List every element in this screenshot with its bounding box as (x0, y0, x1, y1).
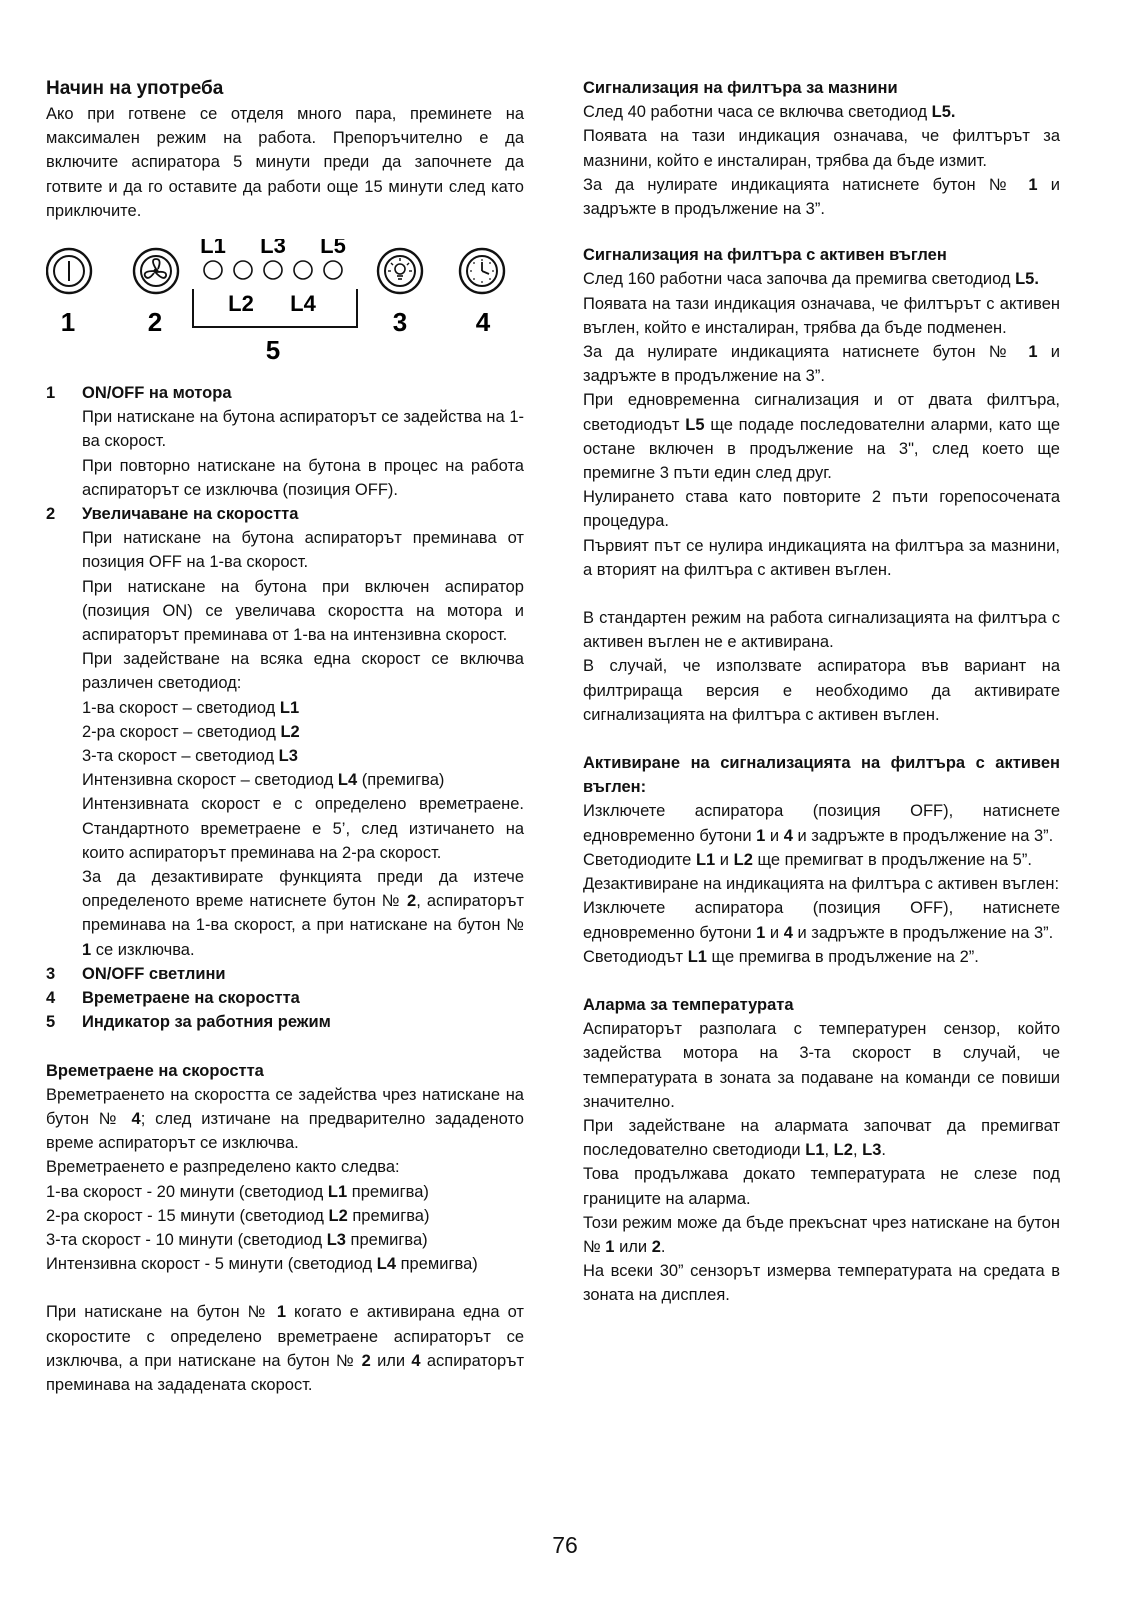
light-button-icon (378, 249, 422, 293)
button-number-1: 1 (60, 307, 76, 338)
timer-line: Интензивна скорост - 5 минути (светодиод L4 премигва) (46, 1255, 478, 1274)
button-number-4: 4 (475, 307, 491, 338)
item-2-heading: 2 Увеличаване на скоростта (46, 505, 299, 524)
intro-paragraph: Ако при готвене се отделя много пара, преминете на максимален режим на работа. Препоръчително е да включите аспиратора 5 минути преди да започнете да готвите и да го оставите да работи още 15 минути след като приключите. (46, 105, 524, 220)
fan-button-icon (134, 249, 178, 293)
page-number: 76 (552, 1532, 578, 1558)
speed-line: Интензивна скорост – светодиод L4 (премигва) (82, 771, 445, 790)
right-column: Сигнализация на филтъра за мазнини След 40 работни часа се включва светодиод L5. Появата на тази индикация означава, че филтърът за мазнини, който е инсталиран, трябва да бъде измит. За да нулирате индикацията натиснете бутон № 1 и задръжте в продължение на 3”. Сигнализация на филтъра с активен въглен След 160 работни часа започва да премигва светодиод L5. Появата на тази индикация означава, че филтърът с активен въглен, който е инсталиран, трябва да бъде подменен. За да нулирате индикацията натиснете бутон № 1 и задръжте в продължение на 3”. При едновременна сигнализация и от двата филтъра, светодиодът L5 ще подаде последователни аларми, като ще остане включен в продължение на 3", след което ще премигне 3 пъти един след друг. Нулирането става като повторите 2 пъти горепосочената процедура. Първият път се нулира индикацията на филтъра за мазнини, а вторият на филтъра с активен въглен. В стандартен режим на работа сигнализацията на филтъра с активен въглен не е активирана. В случай, че използвате аспиратора във вариант на филтрираща версия е необходимо да активирате сигнализацията на филтъра с активен въглен. Активиране на сигнализацията на филтъра с активен въглен: Изключете аспиратора (позиция OFF), натиснете едновременно бутони 1 и 4 и задръжте в продължение на 3”. Светодиодите L1 и L2 ще премигват в продължение на 5”. Дезактивиране на индикацията на филтъра с активен въглен: Изключете аспиратора (позиция OFF), натиснете едновременно бутони 1 и 4 и задръжте в продължение на 3”. Светодиодът L1 ще премигва в продължение на 2”. Аларма за температурата Аспираторът разполага с температурен сензор, който задейства мотора на 3-та скорост в случай, че температурата в зоната за подаване на команди се повиши значително. При задействане на алармата започват да премигват последователно светодиоди L1, L2, L3. Това продължава докато температурата не слезе под границите на аларма. Този режим може да бъде прекъснат чрез натискане на бутон № 1 или 2. На всеки 30” сензорът измерва температурата на средата в зоната на дисплея. (583, 76, 1060, 1308)
led-label-l4: L4 (290, 291, 316, 317)
control-panel-diagram (46, 239, 516, 367)
button-number-2: 2 (147, 307, 163, 338)
section-title: Начин на употреба (46, 78, 224, 99)
led-label-l1: L1 (200, 239, 226, 259)
timer-line: 1-ва скорост - 20 минути (светодиод L1 премигва) (46, 1182, 429, 1201)
item-1-heading: 1 ON/OFF на мотора (46, 384, 232, 403)
timer-line: 2-ра скорост - 15 минути (светодиод L2 премигва) (46, 1206, 430, 1225)
item-4-heading: 4 Времетраене на скоростта (46, 989, 300, 1008)
speed-line: 3-та скорост – светодиод L3 (82, 747, 298, 766)
item-1-body: При натискане на бутона аспираторът се задейства на 1-ва скорост. При повторно натискане на бутона в процес на работа аспираторът се изключва (позиция OFF). (82, 408, 524, 499)
speed-line: 1-ва скорост – светодиод L1 (82, 698, 300, 717)
timer-cancel-paragraph: При натискане на бутон № 1 когато е активирана една от скоростите с определено времетраене аспираторът се изключва, а при натискане на бутон № 2 или 4 аспираторът преминава на зададената скорост. (46, 1303, 525, 1394)
button-number-3: 3 (392, 307, 408, 338)
carbon-filter-heading: Сигнализация на филтъра с активен въглен (583, 246, 947, 265)
timer-heading: Времетраене на скоростта (46, 1061, 264, 1080)
left-column: Начин на употреба Ако при готвене се отделя много пара, преминете на максимален режим на работа. Препоръчително е да включите аспиратора 5 минути преди да започнете да готвите и да го оставите да работи още 15 минути след като приключите. L1 L3 L5 L2 L4 1 2 3 4 5 1 ON/OFF на мотора При натискане на бутона аспираторът се задейства на 1-ва скорост. При повторно натискане на бутона в процес на работа аспираторът се изключва (позиция OFF). 2 Увеличаване на скоростта При натискане на бутона аспираторът преминава от позиция OFF на 1-ва скорост. При натискане на бутона при включен аспиратор (позиция ON) се увеличава скоростта на мотора и аспираторът преминава от 1-ва на интензивна скорост. При задействане на всяка една скорост се включва различен светодиод: 1-ва скорост – светодиод L1 2-ра скорост – светодиод L2 3-та скорост – светодиод L3 Интензивна скорост – светодиод L4 (премигва) Интензивната скорост е с определено времетраене. Стандартното времетраене е 5’, след изтичането на които аспираторът преминава на 2-ра скорост. За да дезактивирате функцията преди да изтече определеното време натиснете бутон № 2, аспираторът преминава на 1-ва скорост, а при натискане на бутон № 1 се изключва. 3 ON/OFF светлини 4 Времетраене на скоростта 5 Индикатор за работния режим Времетраене на скоростта Времетраенето на скоростта се задейства чрез натискане на бутон № 4; след изтичане на предварително зададеното време аспираторът се изключва. Времетраенето е разпределено както следва: 1-ва скорост - 20 минути (светодиод L1 премигва) 2-ра скорост - 15 минути (светодиод L2 премигва) 3-та скорост - 10 минути (светодиод L3 премигва) Интензивна скорост - 5 минути (светодиод L4 премигва) При натискане на бутон № 1 когато е активирана една от скоростите с определено времетраене аспираторът се изключва, а при натискане на бутон № 2 или 4 аспираторът преминава на зададената скорост. (46, 76, 524, 1397)
temperature-alarm-heading: Аларма за температурата (583, 995, 794, 1014)
grease-filter-heading: Сигнализация на филтъра за мазнини (583, 79, 898, 97)
activate-carbon-heading: Активиране на сигнализацията на филтъра с активен въглен: (583, 754, 1060, 797)
timer-line: 3-та скорост - 10 минути (светодиод L3 премигва) (46, 1230, 428, 1249)
speed-line: 2-ра скорост – светодиод L2 (82, 722, 300, 741)
deactivate-paragraph: За да дезактивирате функцията преди да изтече определеното време натиснете бутон № 2, аспираторът преминава на 1-ва скорост, а при натискане на бутон № 1 се изключва. (82, 868, 524, 959)
timer-button-icon (460, 249, 504, 293)
item-2-body: При натискане на бутона аспираторът преминава от позиция OFF на 1-ва скорост. При натискане на бутона при включен аспиратор (позиция ON) се увеличава скоростта на мотора и аспираторът преминава от 1-ва на интензивна скорост. При задействане на всяка една скорост се включва различен светодиод: 1-ва скорост – светодиод L1 2-ра скорост – светодиод L2 3-та скорост – светодиод L3 Интензивна скорост – светодиод L4 (премигва) Интензивната скорост е с определено времетраене. Стандартното времетраене е 5’, след изтичането на които аспираторът преминава на 2-ра скорост. За да дезактивирате функцията преди да изтече определеното време натиснете бутон № 2, аспираторът преминава на 1-ва скорост, а при натискане на бутон № 1 се изключва. (46, 526, 524, 962)
timer-paragraph: Времетраенето на скоростта се задейства чрез натискане на бутон № 4; след изтичане на предварително зададеното време аспираторът се изключва. (46, 1085, 524, 1153)
indicator-number-5: 5 (265, 335, 281, 366)
led-group-bracket (193, 289, 357, 327)
led-label-l3: L3 (260, 239, 286, 259)
power-button-icon (47, 249, 91, 293)
item-3-heading: 3 ON/OFF светлини (46, 964, 226, 983)
led-label-l5: L5 (320, 239, 346, 259)
led-indicators (204, 261, 342, 279)
led-label-l2: L2 (228, 291, 254, 317)
item-5-heading: 5 Индикатор за работния режим (46, 1013, 331, 1032)
